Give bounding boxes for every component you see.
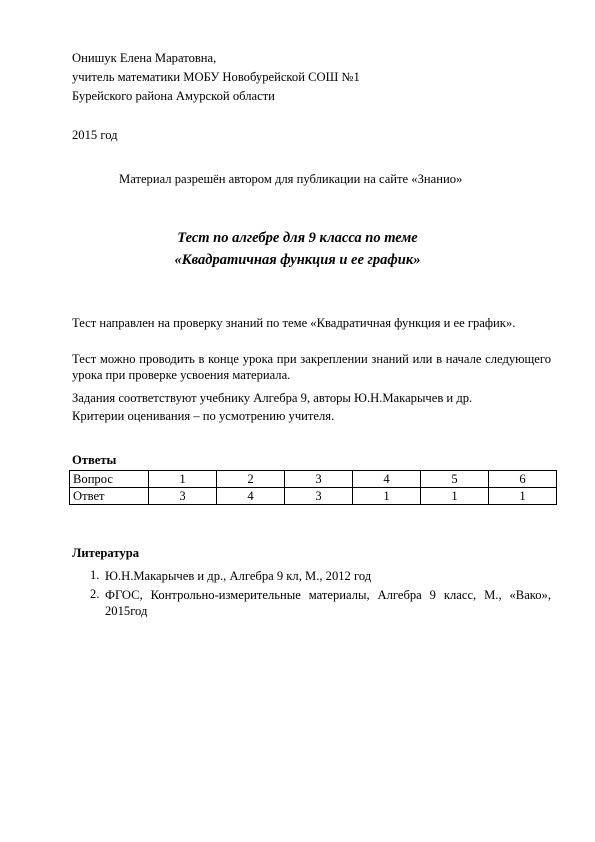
answer-value: 3 — [285, 488, 353, 505]
answers-table-row-answers — [70, 488, 557, 505]
answer-value: 1 — [421, 488, 489, 505]
answer-value: 1 — [353, 488, 421, 505]
answers-table — [69, 470, 557, 505]
year: 2015 год — [72, 128, 118, 142]
test-title-line1: Тест по алгебре для 9 класса по теме — [177, 230, 418, 246]
author-district: Бурейского района Амурской области — [72, 89, 275, 103]
answer-value: 4 — [217, 488, 285, 505]
question-number: 4 — [353, 471, 421, 488]
question-number: 2 — [217, 471, 285, 488]
author-name: Онишук Елена Маратовна, — [72, 51, 217, 65]
description-paragraph-3: Задания соответствуют учебнику Алгебра 9, авторы Ю.Н.Макарычев и др. — [72, 391, 473, 405]
answers-heading: Ответы — [72, 453, 117, 467]
answers-table-row-questions — [70, 471, 557, 488]
answer-row-label: Ответ — [70, 488, 149, 505]
author-position: учитель математики МОБУ Новобурейской СОШ №1 — [72, 70, 360, 84]
literature-item-number: 1. — [90, 568, 100, 582]
answer-value: 3 — [149, 488, 217, 505]
answer-value: 1 — [489, 488, 557, 505]
question-row-label: Вопрос — [70, 471, 149, 488]
test-title-line2: «Квадратичная функция и ее график» — [174, 252, 421, 268]
description-paragraph-2: Тест можно проводить в конце урока при закреплении знаний или в начале следующего урока при проверке усвоения материала. — [72, 352, 551, 382]
literature-item-text: Ю.Н.Макарычев и др., Алгебра 9 кл, М., 2012 год — [105, 569, 372, 583]
question-number: 5 — [421, 471, 489, 488]
question-number: 1 — [149, 471, 217, 488]
literature-heading: Литература — [72, 546, 140, 560]
description-paragraph-4: Критерии оценивания – по усмотрению учителя. — [72, 409, 335, 423]
question-number: 6 — [489, 471, 557, 488]
literature-item-text: ФГОС, Контрольно-измерительные материалы, Алгебра 9 класс, М., «Вако», 2015год — [105, 588, 551, 618]
question-number: 3 — [285, 471, 353, 488]
description-paragraph-1: Тест направлен на проверку знаний по теме «Квадратичная функция и ее график». — [72, 316, 516, 330]
publication-permission: Материал разрешён автором для публикации на сайте «Знанио» — [119, 172, 463, 186]
literature-item-number: 2. — [90, 587, 100, 601]
